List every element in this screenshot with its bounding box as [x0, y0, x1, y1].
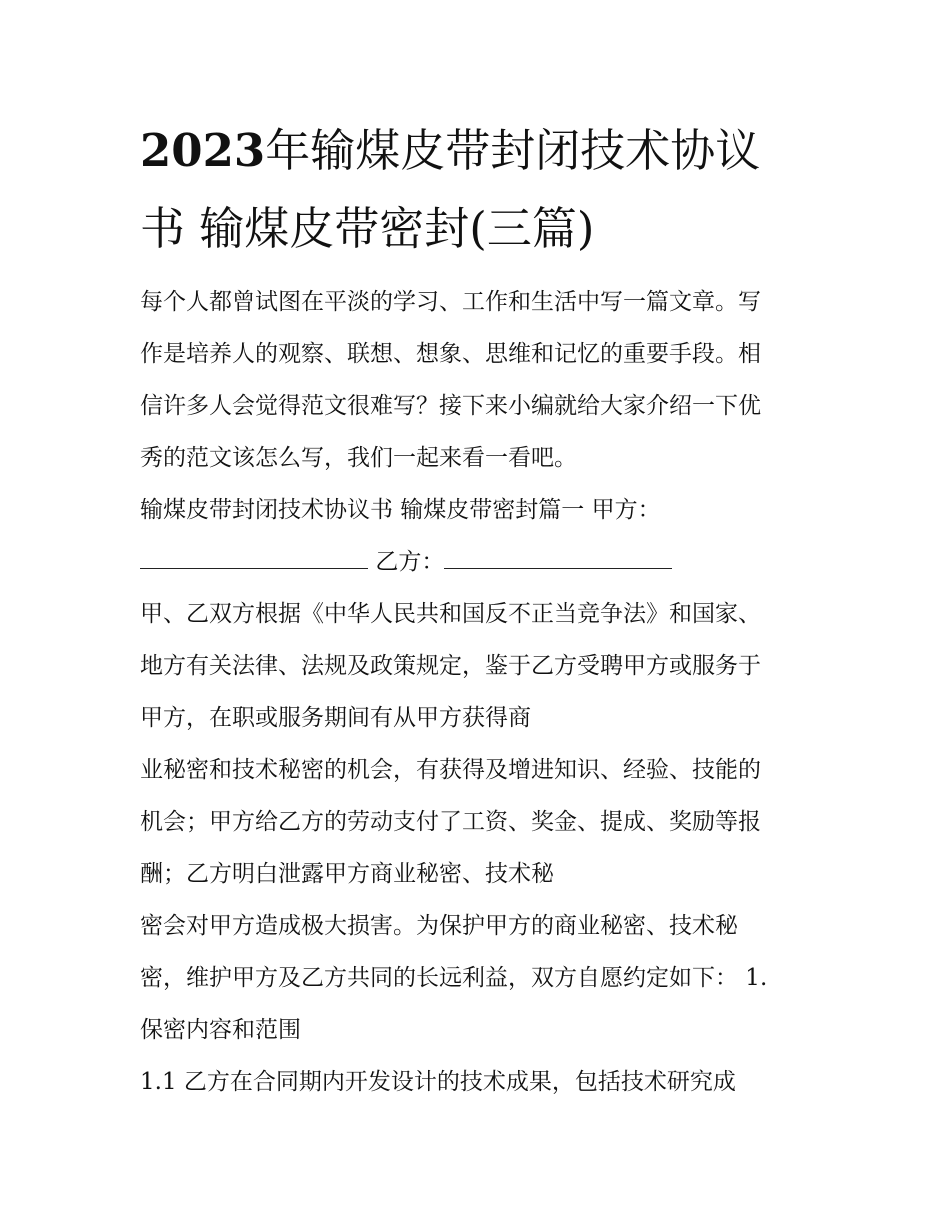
text-line: 甲、乙双方根据《中华人民共和国反不正当竞争法》和国家、 — [140, 601, 761, 627]
text-line: 作是培养人的观察、联想、想象、思维和记忆的重要手段。相 — [140, 341, 761, 367]
text-line: 甲方，在职或服务期间有从甲方获得商 — [140, 705, 531, 731]
document-body — [140, 276, 820, 1108]
party-a-blank — [140, 548, 368, 569]
intro-paragraph — [140, 276, 820, 484]
title-line-2: 书 输煤皮带密封(三篇) — [140, 202, 595, 255]
party-b-blank — [444, 548, 672, 569]
party-b-label: 乙方： — [375, 549, 445, 575]
document-title — [140, 112, 830, 268]
paragraph-2 — [140, 744, 820, 900]
text-line: 密，维护甲方及乙方共同的长远利益，双方自愿约定如下： 1. — [140, 965, 768, 991]
title-line-1: 年输煤皮带封闭技术协议 — [265, 124, 761, 177]
text-line: 秀的范文该怎么写，我们一起来看一看吧。 — [140, 445, 577, 471]
paragraph-1 — [140, 588, 820, 744]
section-heading — [140, 484, 820, 536]
text-line: 每个人都曾试图在平淡的学习、工作和生活中写一篇文章。写 — [140, 289, 761, 315]
text-line: 业秘密和技术秘密的机会，有获得及增进知识、经验、技能的 — [140, 757, 761, 783]
text-line: 信许多人会觉得范文很难写？接下来小编就给大家介绍一下优 — [140, 393, 761, 419]
text-line: 密会对甲方造成极大损害。为保护甲方的商业秘密、技术秘 — [140, 913, 738, 939]
section-heading-text: 输煤皮带封闭技术协议书 输煤皮带密封篇一 甲方： — [140, 497, 661, 523]
text-line: 酬；乙方明白泄露甲方商业秘密、技术秘 — [140, 861, 554, 887]
paragraph-3 — [140, 900, 820, 1056]
text-line: 保密内容和范围 — [140, 1017, 301, 1043]
party-line — [140, 536, 820, 588]
title-year: 2023 — [140, 124, 266, 177]
paragraph-4 — [140, 1056, 820, 1108]
text-line: 1.1 乙方在合同期内开发设计的技术成果，包括技术研究成 — [140, 1069, 736, 1095]
text-line: 地方有关法律、法规及政策规定，鉴于乙方受聘甲方或服务于 — [140, 653, 761, 679]
text-line: 机会；甲方给乙方的劳动支付了工资、奖金、提成、奖励等报 — [140, 809, 761, 835]
